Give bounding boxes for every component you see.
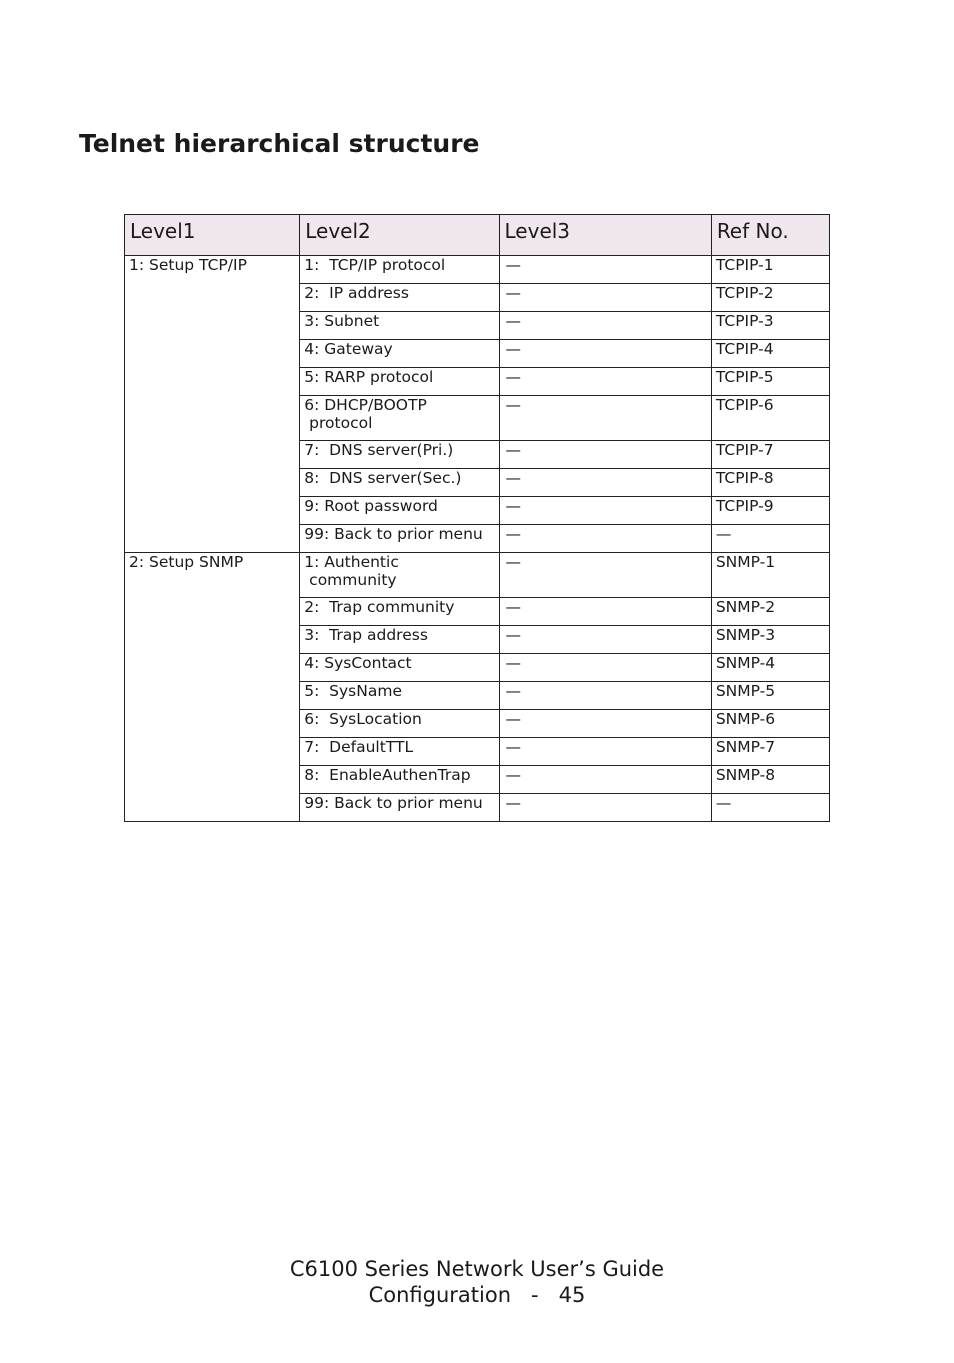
level2-cell: 5: RARP protocol [300, 368, 499, 396]
level2-cell: 7: DefaultTTL [300, 738, 499, 766]
level2-cell: 1: TCP/IP protocol [300, 256, 499, 284]
footer-guide-title: C6100 Series Network User’s Guide [289, 1257, 665, 1281]
ref-no-cell: TCPIP-9 [711, 497, 829, 525]
ref-no-cell: SNMP-3 [711, 626, 829, 654]
level3-cell: — [499, 794, 711, 822]
level3-cell: — [499, 441, 711, 469]
level2-cell: 3: Subnet [300, 312, 499, 340]
level3-cell: — [499, 525, 711, 553]
telnet-structure-table [124, 214, 830, 822]
page-footer [0, 1256, 954, 1308]
level3-cell: — [499, 766, 711, 794]
level3-cell: — [499, 368, 711, 396]
ref-no-cell: TCPIP-3 [711, 312, 829, 340]
ref-no-cell: SNMP-8 [711, 766, 829, 794]
header-level1: Level1 [125, 215, 300, 256]
level3-cell: — [499, 396, 711, 441]
ref-no-cell: — [711, 525, 829, 553]
level2-cell: 2: Trap community [300, 598, 499, 626]
level3-cell: — [499, 340, 711, 368]
level3-cell: — [499, 626, 711, 654]
level2-cell: 8: DNS server(Sec.) [300, 469, 499, 497]
level2-cell: 2: IP address [300, 284, 499, 312]
header-ref-no: Ref No. [711, 215, 829, 256]
level2-cell: 99: Back to prior menu [300, 794, 499, 822]
level2-cell: 9: Root password [300, 497, 499, 525]
ref-no-cell: TCPIP-1 [711, 256, 829, 284]
footer-section-page: Configuration - 45 [368, 1283, 586, 1307]
ref-no-cell: TCPIP-4 [711, 340, 829, 368]
ref-no-cell: TCPIP-8 [711, 469, 829, 497]
table-header-row [125, 215, 830, 256]
level3-cell: — [499, 654, 711, 682]
level2-cell: 1: Authentic community [300, 553, 499, 598]
level2-cell: 99: Back to prior menu [300, 525, 499, 553]
level2-cell: 4: Gateway [300, 340, 499, 368]
level2-cell: 3: Trap address [300, 626, 499, 654]
table-body [125, 256, 830, 822]
header-level2: Level2 [300, 215, 499, 256]
ref-no-cell: SNMP-7 [711, 738, 829, 766]
level3-cell: — [499, 497, 711, 525]
ref-no-cell: SNMP-5 [711, 682, 829, 710]
level3-cell: — [499, 682, 711, 710]
level2-cell: 8: EnableAuthenTrap [300, 766, 499, 794]
ref-no-cell: SNMP-6 [711, 710, 829, 738]
level1-cell: 2: Setup SNMP [125, 553, 300, 822]
level2-cell: 4: SysContact [300, 654, 499, 682]
table-row [125, 553, 830, 598]
page-title: Telnet hierarchical structure [79, 129, 480, 158]
level3-cell: — [499, 598, 711, 626]
level3-cell: — [499, 469, 711, 497]
level3-cell: — [499, 312, 711, 340]
level3-cell: — [499, 710, 711, 738]
level3-cell: — [499, 553, 711, 598]
level2-cell: 6: SysLocation [300, 710, 499, 738]
ref-no-cell: SNMP-4 [711, 654, 829, 682]
header-level3: Level3 [499, 215, 711, 256]
ref-no-cell: TCPIP-6 [711, 396, 829, 441]
level2-cell: 7: DNS server(Pri.) [300, 441, 499, 469]
level3-cell: — [499, 738, 711, 766]
level1-cell: 1: Setup TCP/IP [125, 256, 300, 553]
level2-cell: 6: DHCP/BOOTP protocol [300, 396, 499, 441]
ref-no-cell: — [711, 794, 829, 822]
ref-no-cell: TCPIP-7 [711, 441, 829, 469]
level2-cell: 5: SysName [300, 682, 499, 710]
ref-no-cell: TCPIP-2 [711, 284, 829, 312]
level3-cell: — [499, 284, 711, 312]
level3-cell: — [499, 256, 711, 284]
table-row [125, 256, 830, 284]
ref-no-cell: SNMP-2 [711, 598, 829, 626]
ref-no-cell: TCPIP-5 [711, 368, 829, 396]
ref-no-cell: SNMP-1 [711, 553, 829, 598]
